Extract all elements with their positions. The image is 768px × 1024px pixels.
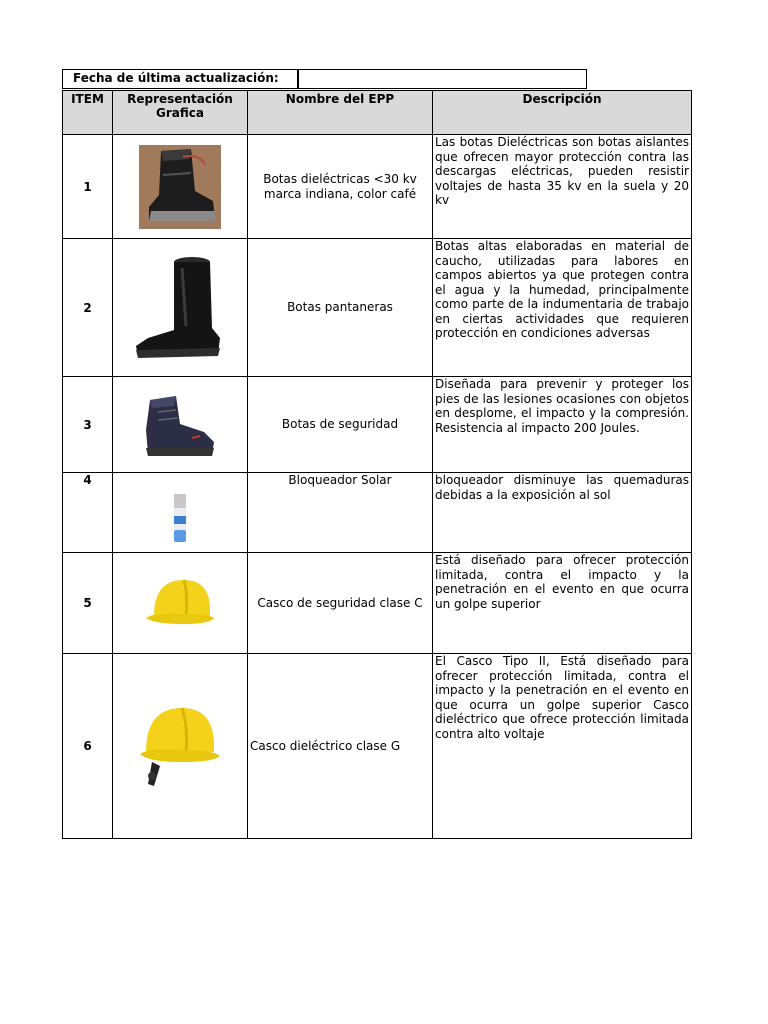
- row-image: [113, 553, 248, 654]
- table-row: [63, 473, 692, 553]
- epp-name: Casco dieléctrico clase G: [248, 654, 433, 839]
- epp-description: Las botas Dieléctricas son botas aislantes que ofrecen mayor protección contra las descargas eléctricas, pueden resistir voltajes de hasta 35 kv en la suela y 20 kv: [433, 135, 692, 239]
- sunscreen-icon: [173, 494, 187, 542]
- hard-hat-icon: [144, 574, 216, 632]
- item-number: 3: [63, 377, 113, 473]
- item-number: 2: [63, 239, 113, 377]
- safety-boot-icon: [142, 390, 218, 460]
- epp-description: El Casco Tipo II, Está diseñado para ofrecer protección limitada, contra el impacto y la penetración en el evento en que ocurra un golpe superior Casco dieléctrico que ofrece protección limitada contra alto voltaje: [433, 654, 692, 839]
- column-header-description: Descripción: [433, 91, 692, 135]
- epp-name: Botas de seguridad: [248, 377, 433, 473]
- epp-description: Está diseñado para ofrecer protección limitada, contra el impacto y la penetración en el evento en que ocurra un golpe superior: [433, 553, 692, 654]
- column-header-name: Nombre del EPP: [248, 91, 433, 135]
- item-number: 6: [63, 654, 113, 839]
- epp-name: Botas dieléctricas <30 kv marca indiana, color café: [248, 135, 433, 239]
- last-update-label: Fecha de última actualización:: [62, 69, 298, 89]
- row-image: [113, 377, 248, 473]
- table-row: [63, 377, 692, 473]
- dielectric-helmet-icon: [138, 700, 222, 792]
- row-image: [113, 135, 248, 239]
- row-image: [113, 654, 248, 839]
- epp-description: Botas altas elaboradas en material de caucho, utilizadas para labores en campos abiertos ya que protegen contra el agua y la humedad, principalmente como parte de la indumentaria de trabajo en ciertas actividades que requieren protección en condiciones adversas: [433, 239, 692, 377]
- item-number: 1: [63, 135, 113, 239]
- dielectric-boot-icon: [139, 145, 221, 229]
- epp-name: Bloqueador Solar: [248, 473, 433, 553]
- item-number: 4: [63, 473, 113, 553]
- table-row: [63, 553, 692, 654]
- table-header-row: [63, 91, 692, 135]
- table-row: [63, 654, 692, 839]
- table-row: [63, 135, 692, 239]
- column-header-item: ITEM: [63, 91, 113, 135]
- item-number: 5: [63, 553, 113, 654]
- epp-description: Diseñada para prevenir y proteger los pies de las lesiones ocasiones con objetos en desplome, el impacto y la compresión. Resistencia al impacto 200 Joules.: [433, 377, 692, 473]
- row-image: [113, 239, 248, 377]
- epp-table: [62, 90, 692, 839]
- rubber-boot-icon: [134, 254, 226, 362]
- epp-name: Botas pantaneras: [248, 239, 433, 377]
- epp-description: bloqueador disminuye las quemaduras debidas a la exposición al sol: [433, 473, 692, 553]
- last-update-value: [298, 69, 587, 89]
- row-image: [113, 473, 248, 553]
- epp-name: Casco de seguridad clase C: [248, 553, 433, 654]
- column-header-graphic: Representación Grafica: [113, 91, 248, 135]
- table-row: [63, 239, 692, 377]
